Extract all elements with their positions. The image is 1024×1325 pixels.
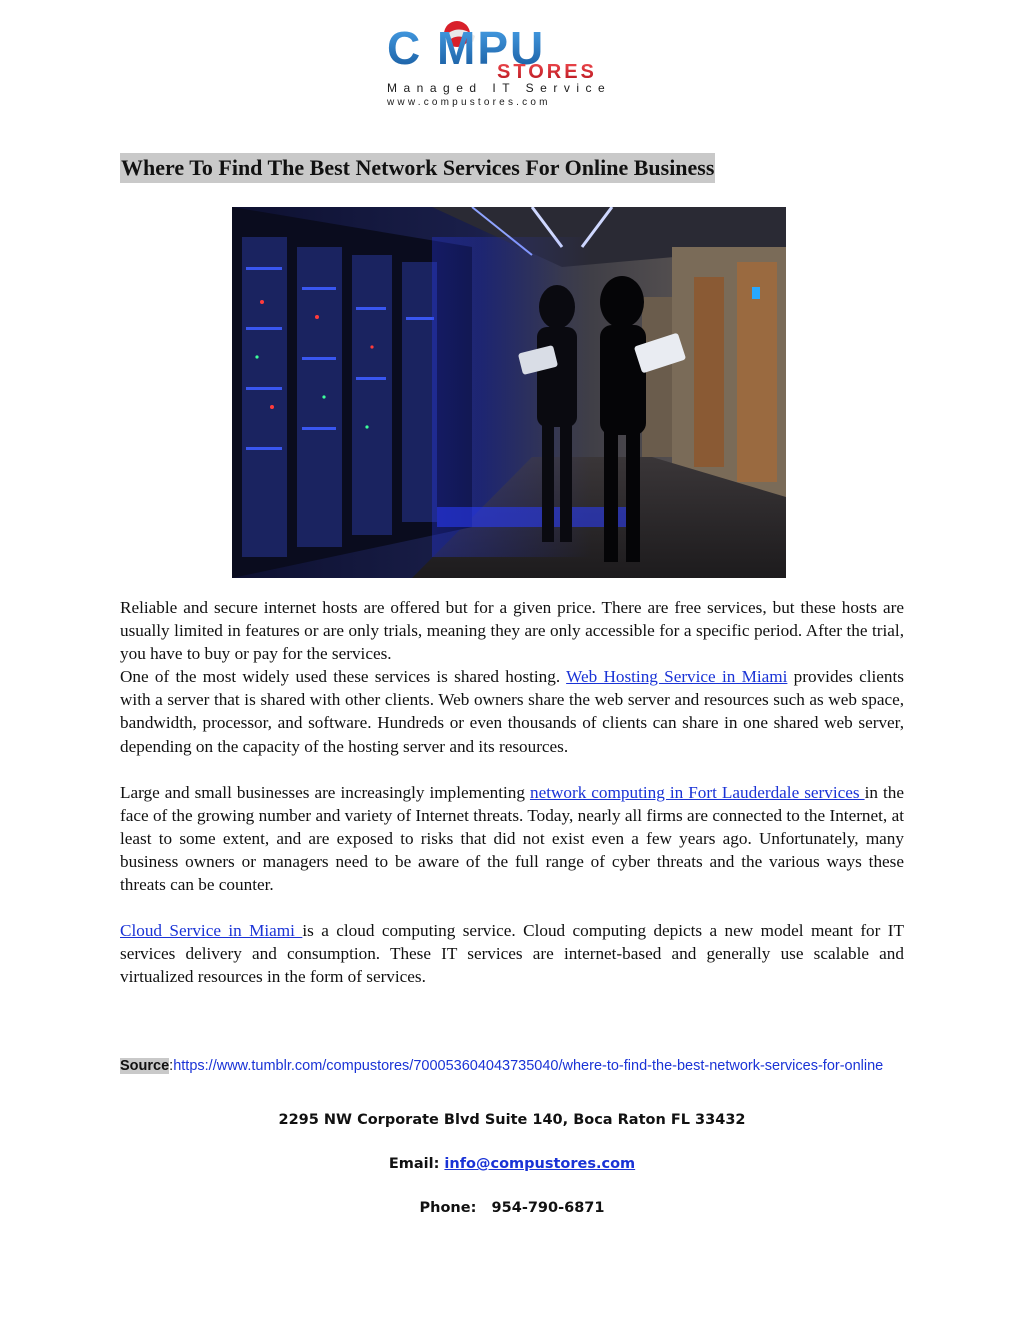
paragraph-text: One of the most widely used these services is shared hosting. (120, 667, 567, 687)
network-computing-link[interactable]: network computing in Fort Lauderdale services (529, 782, 865, 802)
email-link[interactable]: info@compustores.com (444, 1156, 636, 1172)
web-hosting-link[interactable]: Web Hosting Service in Miami (566, 667, 788, 687)
address-line: 2295 NW Corporate Blvd Suite 140, Boca Raton FL 33432 (278, 1112, 746, 1128)
compustores-logo-graphic (385, 12, 650, 110)
phone-label: Phone: (419, 1200, 477, 1216)
paragraph-text: Large and small businesses are increasingly implementing (120, 782, 530, 802)
article-body (120, 596, 904, 988)
paragraph-network-computing (120, 781, 904, 896)
cloud-service-link[interactable]: Cloud Service in Miami (120, 921, 303, 941)
page-title: Where To Find The Best Network Services For Online Business (120, 153, 715, 183)
paragraph-text: in the face of the growing number and variety of Internet threats. Today, nearly all firms are connected to the Internet, at least to some extent, and are exposed to risks that did not exist even a few years ago. Unfortunately, many business owners or managers need to be aware of the full range of cyber threats and the various ways these threats can be counter. (120, 782, 904, 895)
logo-tagline: Managed IT Service (387, 81, 612, 95)
hero-image (232, 207, 786, 578)
server-room-photo (232, 207, 786, 578)
email-label: Email: (388, 1156, 445, 1172)
paragraph-text: provides clients with a server that is shared with other clients. Web owners share the web server and resources such as web space, bandwidth, processor, and software. Hundreds or even thousands of clients can share in one shared web server, depending on the capacity of the hosting server and its resources. (120, 667, 904, 756)
paragraph-text: is a cloud computing service. Cloud computing depicts a new model meant for IT services delivery and consumption. These IT services are internet-based and generally use scalable and virtualized resources in the form of services. (120, 921, 904, 987)
source-url-link[interactable]: https://www.tumblr.com/compustores/700053604043735040/where-to-find-the-best-network-services-for-online (173, 1058, 884, 1074)
company-logo (385, 12, 650, 110)
paragraph-shared-hosting (120, 665, 904, 757)
email-line (0, 1156, 1024, 1172)
phone-number: 954-790-6871 (491, 1200, 605, 1216)
paragraph-intro: Reliable and secure internet hosts are offered but for a given price. There are free services, but these hosts are usually limited in features or are only trials, meaning they are only accessible for a specific period. After the trial, you have to buy or pay for the services. (120, 598, 904, 664)
source-separator: : (169, 1058, 174, 1074)
paragraph-cloud-service (120, 919, 904, 988)
source-citation (120, 1055, 904, 1078)
phone-line (0, 1200, 1024, 1216)
logo-brand-bottom: STORES (497, 61, 597, 83)
logo-website: www.compustores.com (387, 97, 551, 108)
source-label: Source (120, 1058, 170, 1074)
logo-brand-top: C MPU (387, 22, 546, 74)
